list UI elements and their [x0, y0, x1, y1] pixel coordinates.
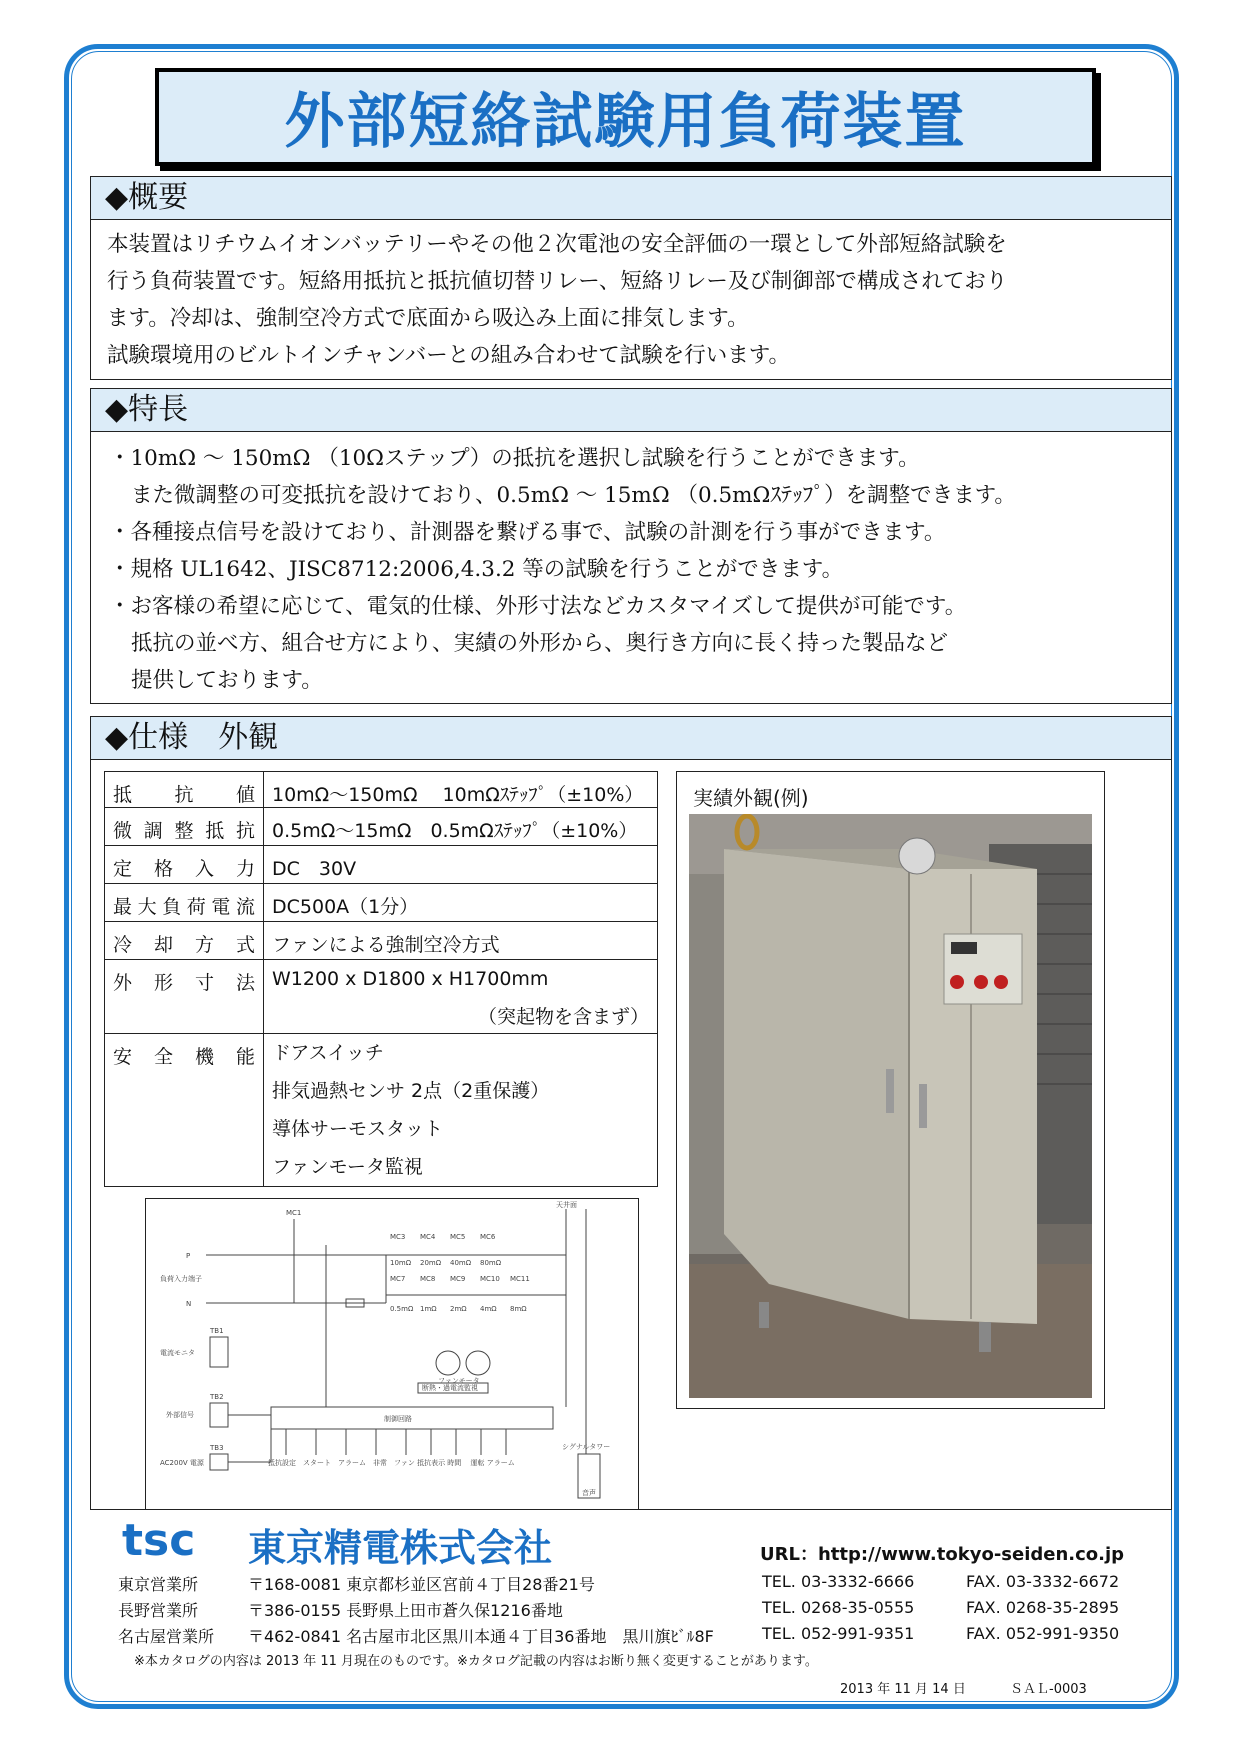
spec-row — [105, 772, 658, 808]
spec-row — [105, 884, 658, 922]
catalog-note: ※本カタログの内容は 2013 年 11 月現在のものです。※カタログ記載の内容はお断り無く変更することがあります。 — [134, 1654, 818, 1669]
diagram-label-tb1: TB1 — [210, 1327, 224, 1335]
feature-line: ・各種接点信号を設けており、計測器を繋げる事で、試験の計測を行う事ができます。 — [109, 520, 946, 545]
overview-line: 試験環境用のビルトインチャンバーとの組み合わせて試験を行います。 — [107, 343, 791, 368]
diagram-mc: MC11 — [510, 1275, 530, 1283]
features-body — [90, 432, 1172, 704]
office-fax: FAX. 0268-35-2895 — [966, 1598, 1120, 1617]
spec-key: 定格入力 — [105, 846, 264, 884]
diagram-mc: MC7 — [390, 1275, 406, 1283]
spec-key: 外形寸法 — [105, 960, 264, 1034]
circuit-diagram-drawing — [146, 1199, 637, 1508]
diagram-label-tb3: TB3 — [210, 1444, 224, 1452]
spec-value: DC500A（1分） — [264, 884, 658, 922]
spec-key: 最大負荷電流 — [105, 884, 264, 922]
spec-value-line: 導体サーモスタット — [272, 1118, 444, 1140]
diagram-label-control: 制御回路 — [384, 1415, 412, 1423]
spec-value-line: 排気過熱センサ 2点（2重保護） — [272, 1080, 550, 1102]
office-name: 名古屋営業所 — [118, 1627, 215, 1646]
spec-value-line: （突起物を含まず） — [477, 1006, 649, 1028]
photo-label: 実績外観(例) — [693, 786, 809, 810]
diagram-label-current-monitor: 電流モニタ — [160, 1349, 195, 1357]
office-address: 〒168-0081 東京都杉並区宮前４丁目28番21号 — [248, 1575, 595, 1594]
diagram-mc: MC8 — [420, 1275, 436, 1283]
office-fax: FAX. 03-3332-6672 — [966, 1572, 1120, 1591]
company-logo-text: tsc — [122, 1515, 196, 1563]
spec-row — [105, 808, 658, 846]
spec-row — [105, 1034, 658, 1187]
office-fax: FAX. 052-991-9350 — [966, 1624, 1120, 1643]
overview-line: ます。冷却は、強制空冷方式で底面から吸込み上面に排気します。 — [107, 306, 749, 331]
feature-line: 抵抗の並べ方、組合せ方により、実績の外形から、奥行き方向に長く持った製品など — [131, 631, 949, 656]
diagram-r: 8mΩ — [510, 1305, 527, 1313]
office-tel: TEL. 03-3332-6666 — [762, 1572, 915, 1591]
office-tel: TEL. 052-991-9351 — [762, 1624, 915, 1643]
spec-row — [105, 846, 658, 884]
spec-value: 0.5mΩ〜15mΩ 0.5mΩｽﾃｯﾌﾟ（±10%） — [264, 808, 658, 846]
office-address: 〒386-0155 長野県上田市蒼久保1216番地 — [248, 1601, 563, 1620]
feature-line: ・お客様の希望に応じて、電気的仕様、外形寸法などカスタマイズして提供が可能です。 — [109, 594, 967, 619]
office-address: 〒462-0841 名古屋市北区黒川本通４丁目36番地 黒川旗ﾋﾞﾙ8F — [248, 1627, 714, 1646]
diagram-r: 40mΩ — [450, 1259, 472, 1267]
diagram-mc: MC10 — [480, 1275, 500, 1283]
diagram-label-fan: ファンモータ — [438, 1377, 480, 1385]
feature-line: ・規格 UL1642、JISC8712:2006,4.3.2 等の試験を行うことができます。 — [109, 557, 844, 582]
office-tel: TEL. 0268-35-0555 — [762, 1598, 915, 1617]
diagram-r: 0.5mΩ — [390, 1305, 414, 1313]
feature-line: また微調整の可変抵抗を設けており、0.5mΩ 〜 15mΩ （0.5mΩｽﾃｯﾌﾟ）を調整できます。 — [131, 483, 1016, 508]
diagram-r: 10mΩ — [390, 1259, 412, 1267]
spec-key: 抵抗値 — [105, 772, 264, 808]
diagram-label-thermo: 断熱・過電流監視 — [422, 1384, 478, 1392]
spec-value-line: ドアスイッチ — [272, 1042, 384, 1064]
issue-date: 2013 年 11 月 14 日 — [840, 1682, 966, 1697]
office-name: 長野営業所 — [118, 1601, 199, 1620]
cabinet-photo — [689, 814, 1092, 1398]
diagram-r: 2mΩ — [450, 1305, 467, 1313]
feature-line: ・10mΩ 〜 150mΩ （10Ωステップ）の抵抗を選択し試験を行うことができます。 — [109, 446, 920, 471]
diagram-mc: MC9 — [450, 1275, 466, 1283]
spec-key: 安全機能 — [105, 1034, 264, 1187]
diagram-label-signal-tower: シグナルタワー — [562, 1443, 611, 1451]
photo-box — [676, 771, 1105, 1409]
feature-line: 提供しております。 — [131, 668, 323, 693]
diagram-r: 80mΩ — [480, 1259, 502, 1267]
diagram-mc: MC6 — [480, 1233, 496, 1241]
spec-value — [264, 1034, 658, 1187]
spec-row — [105, 960, 658, 1034]
spec-row — [105, 922, 658, 960]
diagram-r: 4mΩ — [480, 1305, 497, 1313]
spec-value: DC 30V — [264, 846, 658, 884]
diagram-label-load-terminal: 負荷入力端子 — [160, 1275, 202, 1283]
diagram-label-buzzer: 音声 — [582, 1489, 596, 1497]
spec-value: ファンによる強制空冷方式 — [264, 922, 658, 960]
overview-heading: ◆概要 — [90, 176, 1172, 220]
diagram-mc: MC4 — [420, 1233, 436, 1241]
company-name: 東京精電株式会社 — [248, 1526, 553, 1570]
diagram-mc: MC5 — [450, 1233, 466, 1241]
diagram-label-mc1: MC1 — [286, 1209, 302, 1217]
diagram-label-n: N — [186, 1300, 192, 1308]
diagram-mc: MC3 — [390, 1233, 406, 1241]
company-logo — [120, 1515, 220, 1563]
diagram-label-external-signal: 外部信号 — [166, 1411, 194, 1419]
overview-line: 行う負荷装置です。短絡用抵抗と抵抗値切替リレー、短絡リレー及び制御部で構成されており — [107, 269, 1008, 294]
page-title: 外部短絡試験用負荷装置 — [284, 87, 967, 157]
spec-heading: ◆仕様 外観 — [90, 716, 1172, 760]
overview-body — [90, 220, 1172, 380]
company-url: URL：http://www.tokyo-seiden.co.jp — [760, 1544, 1125, 1565]
spec-value-line: W1200 x D1800 x H1700mm — [272, 968, 549, 990]
catalog-code: ＳＡＬ-0003 — [1010, 1682, 1087, 1697]
diagram-label-ac-power: AC200V 電源 — [160, 1459, 204, 1467]
diagram-r: 20mΩ — [420, 1259, 442, 1267]
diagram-r: 1mΩ — [420, 1305, 437, 1313]
spec-key: 微調整抵抗 — [105, 808, 264, 846]
spec-key: 冷却方式 — [105, 922, 264, 960]
spec-value-line: ファンモータ監視 — [272, 1156, 423, 1178]
diagram-label-p: P — [186, 1252, 191, 1260]
title-box — [155, 68, 1096, 166]
office-name: 東京営業所 — [118, 1575, 199, 1594]
spec-value: 10mΩ〜150mΩ 10mΩｽﾃｯﾌﾟ（±10%） — [264, 772, 658, 808]
diagram-label-bottom: 抵抗設定 スタート アラーム 非常 ファン 抵抗表示 時間 運転 アラーム — [268, 1459, 515, 1467]
diagram-label-ceiling: 天井面 — [556, 1201, 577, 1209]
features-heading: ◆特長 — [90, 388, 1172, 432]
diagram-label-tb2: TB2 — [210, 1393, 224, 1401]
spec-table — [104, 771, 658, 1187]
overview-line: 本装置はリチウムイオンバッテリーやその他２次電池の安全評価の一環として外部短絡試験を — [107, 232, 1007, 257]
spec-value — [264, 960, 658, 1034]
circuit-diagram — [145, 1198, 639, 1510]
